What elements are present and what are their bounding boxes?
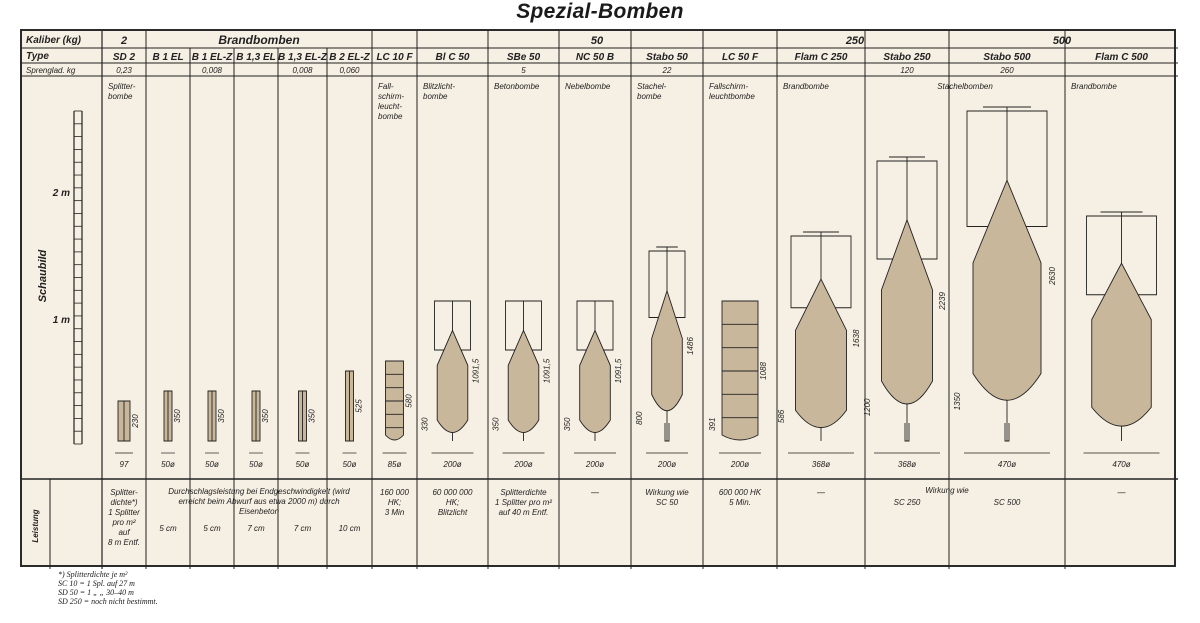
bomb-type: B 1,3 EL-Z: [278, 52, 327, 63]
bomb-outline: [580, 330, 611, 432]
dim-height: 350: [261, 409, 270, 423]
bomb-description: leucht-: [378, 102, 403, 111]
dim-height: 1088: [759, 362, 768, 380]
leistung-value: Splitter-: [110, 488, 138, 497]
dim-diameter: 200ø: [514, 460, 533, 469]
bomb-description: Brandbombe: [1071, 82, 1117, 91]
leistung-value: 60 000 000: [432, 488, 473, 497]
bomb-outline: [722, 301, 758, 440]
sprengladung-value: 120: [900, 66, 914, 75]
bomb-description: bombe: [423, 92, 448, 101]
dim-height: 1091,5: [614, 358, 623, 384]
bomb-drawing: [346, 371, 354, 441]
bomb-type: SD 2: [112, 52, 136, 63]
bomb-outline: [437, 330, 468, 432]
leistung-value: 5 cm: [159, 524, 177, 533]
leistung-value: 7 cm: [247, 524, 265, 533]
wirkung-wie-text: Wirkung wie: [925, 486, 969, 495]
bomb-description: leuchtbombe: [709, 92, 755, 101]
bomb-drawing: [577, 301, 613, 441]
sprengladung-value: 22: [662, 66, 672, 75]
dim-height-secondary: 350: [563, 417, 572, 431]
bomb-outline: [652, 291, 683, 411]
bomb-type: Stabo 250: [883, 52, 931, 63]
bomb-description: schirm-: [378, 92, 405, 101]
leistung-value: 600 000 HK: [718, 488, 762, 497]
sprengladung-value: 5: [521, 66, 526, 75]
row-label-sprengladung: Sprenglad. kg: [26, 66, 76, 75]
dim-height: 1091,5: [542, 358, 552, 384]
leistung-value: —: [1117, 488, 1126, 497]
leistung-value: 8 m Entf.: [107, 538, 141, 547]
bomb-type: SBe 50: [506, 52, 541, 63]
scale-1m: 1 m: [52, 315, 70, 326]
row-label-type: Type: [26, 51, 49, 62]
leistung-value: Blitzlicht: [437, 508, 468, 517]
dim-diameter: 470ø: [997, 460, 1017, 469]
footnote-line: SD 250 = noch nicht bestimmt.: [58, 597, 158, 606]
bomb-description: Fallschirm-: [709, 82, 749, 91]
bomb-type: Flam C 250: [794, 52, 848, 63]
bomb-type: B 1 EL-Z: [191, 52, 233, 63]
bomb-description: Fall-: [378, 82, 394, 91]
sprengladung-value: 0,060: [339, 66, 360, 75]
dim-height: 2630: [1048, 267, 1057, 285]
leistung-value: 1 Splitter: [108, 508, 140, 517]
bomb-description: bombe: [378, 112, 403, 121]
bomb-description: bombe: [637, 92, 662, 101]
leistung-value: 5 Min.: [729, 498, 751, 507]
bomb-drawing: [1087, 212, 1157, 441]
dim-diameter: 50ø: [161, 460, 175, 469]
bomb-type: Bl C 50: [435, 52, 470, 63]
leistung-value: auf: [118, 528, 130, 537]
dim-height: 1486: [686, 337, 695, 355]
bomb-drawing: [649, 247, 685, 441]
row-label-kaliber: Kaliber (kg): [26, 35, 82, 46]
bomb-drawing: [164, 391, 172, 441]
bomb-description: Splitter-: [108, 82, 136, 91]
dim-diameter: 97: [119, 460, 129, 469]
sprengladung-value: 0,008: [292, 66, 313, 75]
stachelbomben-label: Stachelbomben: [937, 82, 993, 91]
bomb-description: Blitzlicht-: [423, 82, 456, 91]
leistung-value: —: [591, 488, 599, 497]
footnote-line: SC 10 = 1 Spl. auf 27 m: [58, 579, 135, 588]
dim-height: 350: [307, 409, 317, 423]
bomb-drawing: [967, 107, 1047, 441]
bomb-drawing: [506, 301, 542, 441]
dim-height: 580: [404, 394, 414, 408]
leistung-value: SC 50: [655, 498, 679, 507]
kaliber-brandbomben: Brandbomben: [218, 33, 300, 47]
bomb-drawing: [386, 361, 404, 440]
bomb-type: Stabo 50: [646, 52, 688, 63]
brand-leistung-text: erreicht beim Abwurf aus etwa 2000 m) durch: [178, 497, 340, 506]
bomb-description: Nebelbombe: [565, 82, 611, 91]
footnote-line: *) Splitterdichte je m²: [58, 570, 128, 579]
leistung-value: 7 cm: [293, 524, 312, 533]
leistung-value: dichte*): [110, 498, 138, 507]
dim-diameter: 200ø: [443, 460, 462, 469]
leistung-value: auf 40 m Entf.: [498, 508, 549, 517]
leistung-value: 5 cm: [203, 524, 221, 533]
dim-diameter: 50ø: [205, 460, 219, 469]
row-label-schaubild: Schaubild: [37, 249, 49, 303]
bomb-drawing: [252, 391, 260, 441]
dim-height-secondary: 350: [491, 417, 501, 431]
bomb-drawing: [791, 232, 851, 441]
dim-diameter: 50ø: [249, 460, 263, 469]
dim-height-secondary: 1350: [953, 392, 962, 411]
kaliber-250: 250: [845, 35, 865, 47]
leistung-value: 10 cm: [338, 524, 361, 533]
bomb-type: LC 10 F: [376, 52, 413, 63]
dim-height-secondary: 391: [708, 417, 717, 431]
bomb-outline: [508, 330, 539, 432]
bomb-outline: [796, 279, 847, 428]
row-label-leistung: Leistung: [31, 509, 40, 543]
leistung-value: —: [817, 488, 825, 497]
bomb-table: [20, 29, 1176, 567]
leistung-value: SC 500: [993, 498, 1021, 507]
scale-2m: 2 m: [52, 188, 70, 199]
brand-leistung-text: Durchschlagsleistung bei Endgeschwindigkeit (wird: [168, 487, 350, 496]
dim-diameter: 200ø: [657, 460, 677, 469]
dim-diameter: 50ø: [342, 460, 357, 469]
brand-leistung-text: Eisenbeton: [238, 507, 280, 516]
dim-height-secondary: 330: [420, 417, 430, 431]
sprengladung-value: 0,23: [116, 66, 132, 75]
leistung-value: HK;: [387, 498, 402, 507]
leistung-value: pro m²: [112, 518, 136, 527]
bomb-type: NC 50 B: [575, 52, 615, 63]
bomb-type: B 1 EL: [152, 52, 184, 63]
leistung-value: SC 250: [893, 498, 921, 507]
bomb-type: Stabo 500: [983, 52, 1031, 63]
dim-diameter: 200ø: [730, 460, 750, 469]
bomb-description: Brandbombe: [783, 82, 829, 91]
bomb-type: Flam C 500: [1095, 52, 1148, 63]
bomb-outline: [882, 220, 933, 404]
dim-height: 2239: [938, 292, 947, 310]
sprengladung-value: 260: [1000, 66, 1014, 75]
dim-height-secondary: 1200: [863, 398, 872, 417]
footnote-line: SD 50 = 1 „ „ 30–40 m: [58, 588, 134, 597]
bomb-type: LC 50 F: [721, 52, 759, 63]
bomb-drawing: [299, 391, 307, 441]
leistung-value: 160 000: [380, 488, 409, 497]
bomb-drawing: [877, 157, 937, 441]
bomb-drawing: [118, 401, 130, 441]
bomb-type: B 2 EL-Z: [329, 52, 370, 63]
bomb-description: bombe: [108, 92, 133, 101]
dim-height: 350: [217, 409, 226, 423]
dim-height: 1091,5: [471, 358, 481, 384]
bomb-drawing: [722, 301, 758, 440]
kaliber-50: 50: [590, 35, 604, 47]
dim-diameter: 85ø: [387, 460, 402, 469]
dim-height-secondary: 800: [635, 411, 644, 425]
dim-diameter: 368ø: [897, 460, 917, 469]
table-grid: [22, 31, 1178, 569]
bomb-drawing: [435, 301, 471, 441]
dim-height-secondary: 586: [777, 409, 786, 424]
bomb-type: B 1,3 EL: [236, 52, 276, 63]
dim-diameter: 50ø: [295, 460, 310, 469]
bomb-outline: [386, 361, 404, 440]
dim-diameter: 200ø: [585, 460, 605, 469]
footnotes: [58, 570, 158, 606]
dim-height: 230: [131, 414, 140, 428]
leistung-value: 3 Min: [384, 508, 405, 517]
dim-diameter: 470ø: [1112, 460, 1131, 469]
dim-height: 350: [173, 409, 182, 423]
kaliber-500: 500: [1052, 35, 1072, 47]
bomb-description: Betonbombe: [494, 82, 540, 91]
dim-height: 525: [354, 399, 364, 413]
sprengladung-value: 0,008: [201, 66, 223, 75]
leistung-value: Splitterdichte: [500, 488, 547, 497]
leistung-value: Wirkung wie: [645, 488, 689, 497]
bomb-outline: [973, 180, 1041, 400]
bomb-outline: [1092, 263, 1152, 426]
bomb-description: Stachel-: [637, 82, 667, 91]
kaliber-2: 2: [120, 35, 128, 47]
leistung-value: 1 Splitter pro m²: [495, 498, 552, 507]
page-title: Spezial-Bomben: [516, 0, 684, 23]
dim-height: 1638: [852, 329, 861, 348]
leistung-value: HK;: [445, 498, 460, 507]
bomb-drawing: [208, 391, 216, 441]
dim-diameter: 368ø: [811, 460, 831, 469]
